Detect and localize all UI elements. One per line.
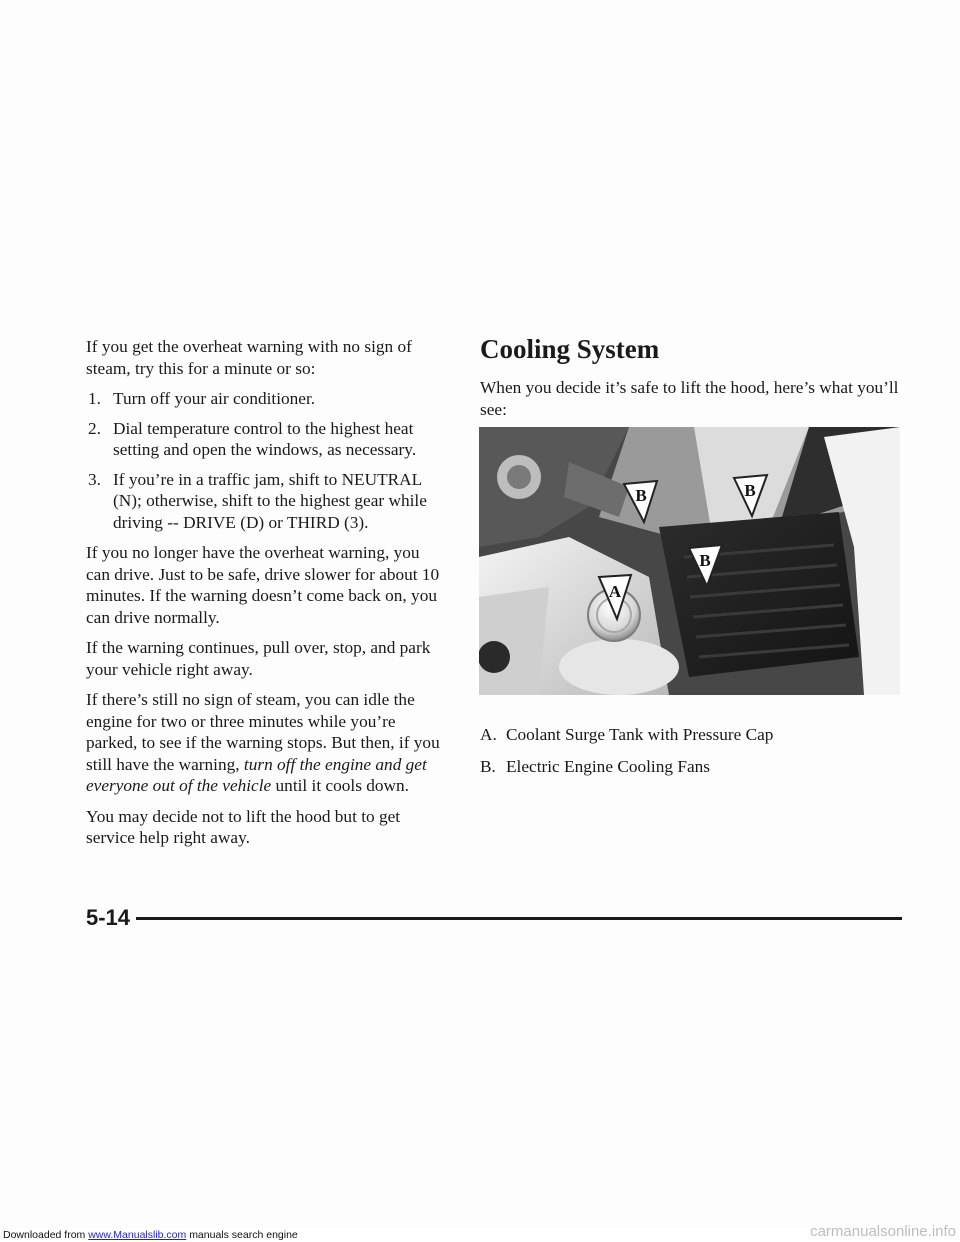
photo-label-a: A [608, 582, 622, 601]
photo-label-b2: B [744, 481, 756, 500]
engine-compartment-photo [479, 427, 900, 695]
left-column [86, 336, 446, 858]
list-item: 2. Dial temperature control to the highest heat setting and open the windows, as necessary. [88, 418, 417, 459]
watermark-text: carmanualsonline.info [810, 1223, 956, 1240]
emphasis-text: turn off the engine and get everyone out of the vehicle [86, 754, 427, 795]
no-warning-paragraph: If you no longer have the overheat warning, you can drive. Just to be safe, drive slower for about 10 minutes. If the warning doesn’t come back on, you can drive normally. [86, 543, 440, 627]
overheat-intro: If you get the overheat warning with no sign of steam, try this for a minute or so: [86, 337, 412, 378]
legend-item: B. Electric Engine Cooling Fans [480, 756, 710, 776]
engine-photo-illustration [479, 427, 900, 695]
page-rule [136, 917, 902, 920]
warning-continues-paragraph: If the warning continues, pull over, stop, and park your vehicle right away. [86, 638, 431, 679]
photo-label-b3: B [699, 551, 711, 570]
section-heading: Cooling System [480, 334, 660, 364]
service-paragraph: You may decide not to lift the hood but to get service help right away. [86, 806, 401, 847]
list-item: 1. Turn off your air conditioner. [88, 389, 316, 408]
cooling-intro: When you decide it’s safe to lift the hood, here’s what you’ll see: [480, 378, 899, 419]
legend-item: A. Coolant Surge Tank with Pressure Cap [480, 725, 774, 744]
photo-legend [480, 724, 773, 787]
right-column [480, 333, 900, 420]
photo-label-b1: B [635, 486, 647, 505]
list-item: 3. If you’re in a traffic jam, shift to NEUTRAL (N); otherwise, shift to the highest gear while driving -- DRIVE (D) or THIRD (3). [88, 469, 427, 532]
idle-engine-paragraph: If there’s still no sign of steam, you can idle the engine for two or three minutes while you’re parked, to see if the warning stops. But then, if you still have the warning, turn off the engine and get everyone out of the vehicle until it cools down. [86, 690, 440, 795]
steps-list [86, 388, 446, 533]
download-footer: Downloaded from www.Manualslib.com manuals search engine [3, 1229, 298, 1241]
manualslib-link[interactable]: www.Manualslib.com [88, 1229, 187, 1241]
page-number: 5-14 [86, 905, 131, 930]
